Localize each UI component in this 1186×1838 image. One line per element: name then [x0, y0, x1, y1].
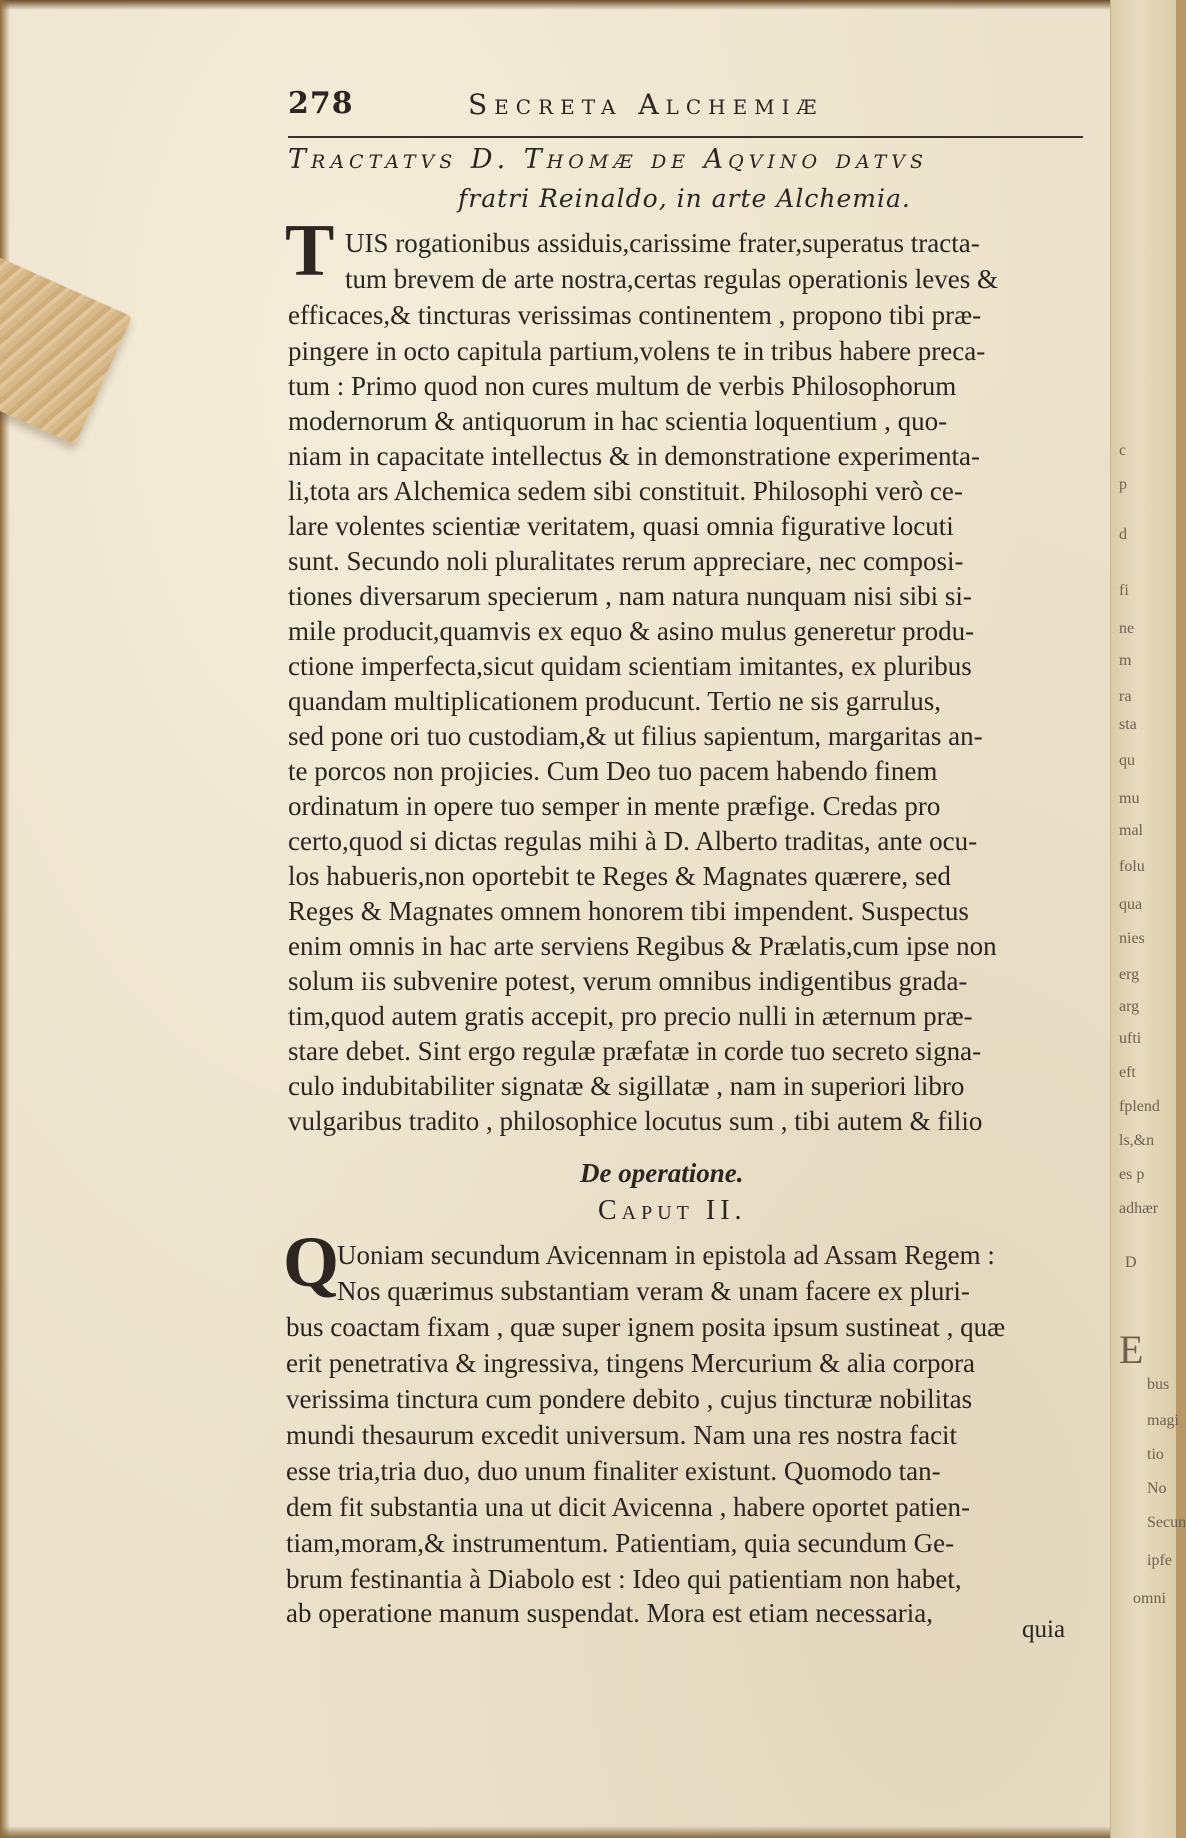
text-line: ordinatum in opere tuo semper in mente præfige. Credas pro: [288, 791, 941, 821]
text-line: stare debet. Sint ergo regulæ præfatæ in corde tuo secreto signa-: [288, 1036, 982, 1066]
text-line: ab operatione manum suspendat. Mora est etiam necessaria,: [286, 1598, 934, 1628]
text-line: te porcos non projicies. Cum Deo tuo pacem habendo finem: [288, 756, 938, 786]
text-line: tum : Primo quod non cures multum de verbis Philosophorum: [288, 371, 957, 401]
text-line: mile producit,quamvis ex equo & asino mulus generetur produ-: [288, 616, 975, 646]
text-line: Reges & Magnates omnem honorem tibi impendent. Suspectus: [288, 896, 969, 926]
drop-cap-q: Q: [283, 1222, 340, 1302]
bleed-text: sta: [1119, 716, 1137, 733]
bleed-text: es p: [1119, 1166, 1145, 1183]
text-line: erit penetrativa & ingressiva, tingens Mercurium & alia corpora: [286, 1348, 976, 1378]
chapter-heading: Caput II.: [598, 1195, 747, 1226]
bleed-text: omni: [1133, 1590, 1166, 1607]
text-line: enim omnis in hac arte serviens Regibus & Prælatis,cum ipse non: [288, 931, 997, 961]
bleed-text: fplend: [1119, 1098, 1160, 1115]
bleed-text: nies: [1119, 930, 1145, 947]
wooden-bookmark-tab: [0, 256, 132, 445]
text-line: sed pone ori tuo custodiam,& ut filius sapientum, margaritas an-: [288, 721, 983, 751]
bleed-text: arg: [1119, 998, 1140, 1015]
page-top-edge: [0, 0, 1175, 10]
header-rule: [288, 136, 1083, 138]
bleed-text: ne: [1119, 620, 1135, 637]
catchword: quia: [1022, 1616, 1066, 1643]
bleed-text: No: [1147, 1480, 1167, 1497]
text-line: pingere in octo capitula partium,volens te in tribus habere preca-: [288, 336, 986, 366]
bleed-text: fi: [1119, 582, 1129, 599]
bleed-text: tio: [1147, 1446, 1164, 1463]
text-line: tiones diversarum specierum , nam natura nunquam nisi sibi si-: [288, 581, 972, 611]
text-line: solum iis subvenire potest, verum omnibus indigentibus grada-: [288, 966, 968, 996]
bleed-text: bus: [1147, 1376, 1170, 1393]
text-line: brum festinantia à Diabolo est : Ideo qui patientiam non habet,: [286, 1564, 962, 1594]
text-line: tim,quod autem gratis accepit, pro precio nulli in æternum præ-: [288, 1001, 973, 1031]
bleed-text: m: [1119, 652, 1132, 669]
bleed-text: ra: [1119, 688, 1132, 705]
text-line: li,tota ars Alchemica sedem sibi constituit. Philosophi verò ce-: [288, 476, 963, 506]
bleed-text: magi: [1147, 1412, 1179, 1429]
bleed-text: ufti: [1119, 1030, 1142, 1047]
text-line: sunt. Secundo noli pluralitates rerum appreciare, nec composi-: [288, 546, 964, 576]
facing-page-gutter: [1110, 0, 1186, 1838]
running-head: [288, 86, 1078, 126]
text-line: culo indubitabiliter signatæ & sigillatæ , nam in superiori libro: [288, 1071, 965, 1101]
bleed-text: mal: [1119, 822, 1143, 839]
text-line: Uoniam secundum Avicennam in epistola ad Assam Regem :: [337, 1240, 995, 1270]
text-line: Nos quærimus substantiam veram & unam facere ex pluri-: [337, 1276, 970, 1306]
text-line: tiam,moram,& instrumentum. Patientiam, quia secundum Ge-: [286, 1528, 955, 1558]
bleed-text: folu: [1119, 858, 1145, 875]
text-line: verissima tinctura cum pondere debito , cujus tincturæ nobilitas: [286, 1384, 973, 1414]
text-line: dem fit substantia una ut dicit Avicenna , habere oportet patien-: [286, 1492, 971, 1522]
running-title: Secreta Alchemiæ: [468, 88, 824, 121]
bleed-text: erg: [1119, 966, 1140, 983]
text-line: ctione imperfecta,sicut quidam scientiam imitantes, ex pluribus: [288, 651, 972, 681]
text-line: tum brevem de arte nostra,certas regulas operationis leves &: [345, 264, 999, 294]
treatise-subtitle: fratri Reinaldo, in arte Alchemia.: [458, 184, 911, 213]
bleed-text: d: [1119, 526, 1127, 543]
bleed-text: p: [1119, 476, 1127, 493]
bleed-text: qua: [1119, 896, 1143, 913]
bleed-text: eft: [1119, 1064, 1136, 1081]
bleed-text: ipfe: [1147, 1552, 1172, 1569]
text-line: quandam multiplicationem producunt. Tertio ne sis garrulus,: [288, 686, 941, 716]
text-line: certo,quod si dictas regulas mihi à D. Alberto traditas, ante ocu-: [288, 826, 978, 856]
text-line: bus coactam fixam , quæ super ignem posita ipsum sustineat , quæ: [286, 1312, 1006, 1342]
text-line: niam in capacitate intellectus & in demonstratione experimenta-: [288, 441, 980, 471]
treatise-title: Tractatvs D. Thomæ de Aqvino datvs: [288, 144, 929, 175]
text-line: UIS rogationibus assiduis,carissime frater,superatus tracta-: [345, 228, 980, 258]
bleed-text: mu: [1119, 790, 1140, 807]
text-line: vulgaribus tradito , philosophice locutus sum , tibi autem & filio: [288, 1106, 983, 1136]
bleed-text: ls,&n: [1119, 1132, 1155, 1149]
drop-cap-t: T: [285, 210, 335, 292]
text-line: mundi thesaurum excedit universum. Nam una res nostra facit: [286, 1420, 958, 1450]
text-line: esse tria,tria duo, duo unum finaliter existunt. Quomodo tan-: [286, 1456, 941, 1486]
text-line: los habueris,non oportebit te Reges & Magnates quærere, sed: [288, 861, 951, 891]
bleed-text: D: [1125, 1254, 1137, 1271]
page-bottom-edge: [0, 1826, 1175, 1838]
text-line: lare volentes scientiæ veritatem, quasi omnia figurative locuti: [288, 511, 954, 541]
bleed-text: c: [1119, 442, 1127, 459]
bleed-text: Secun: [1147, 1514, 1186, 1531]
bleed-text: adhær: [1119, 1200, 1159, 1217]
section-heading: De operatione.: [580, 1158, 744, 1188]
text-line: modernorum & antiquorum in hac scientia loquentium , quo-: [288, 406, 948, 436]
bleed-text: qu: [1119, 752, 1135, 769]
text-line: efficaces,& tincturas verissimas continentem , propono tibi præ-: [288, 300, 982, 330]
bleed-text: E: [1119, 1327, 1144, 1372]
page-number: 278: [288, 86, 354, 121]
